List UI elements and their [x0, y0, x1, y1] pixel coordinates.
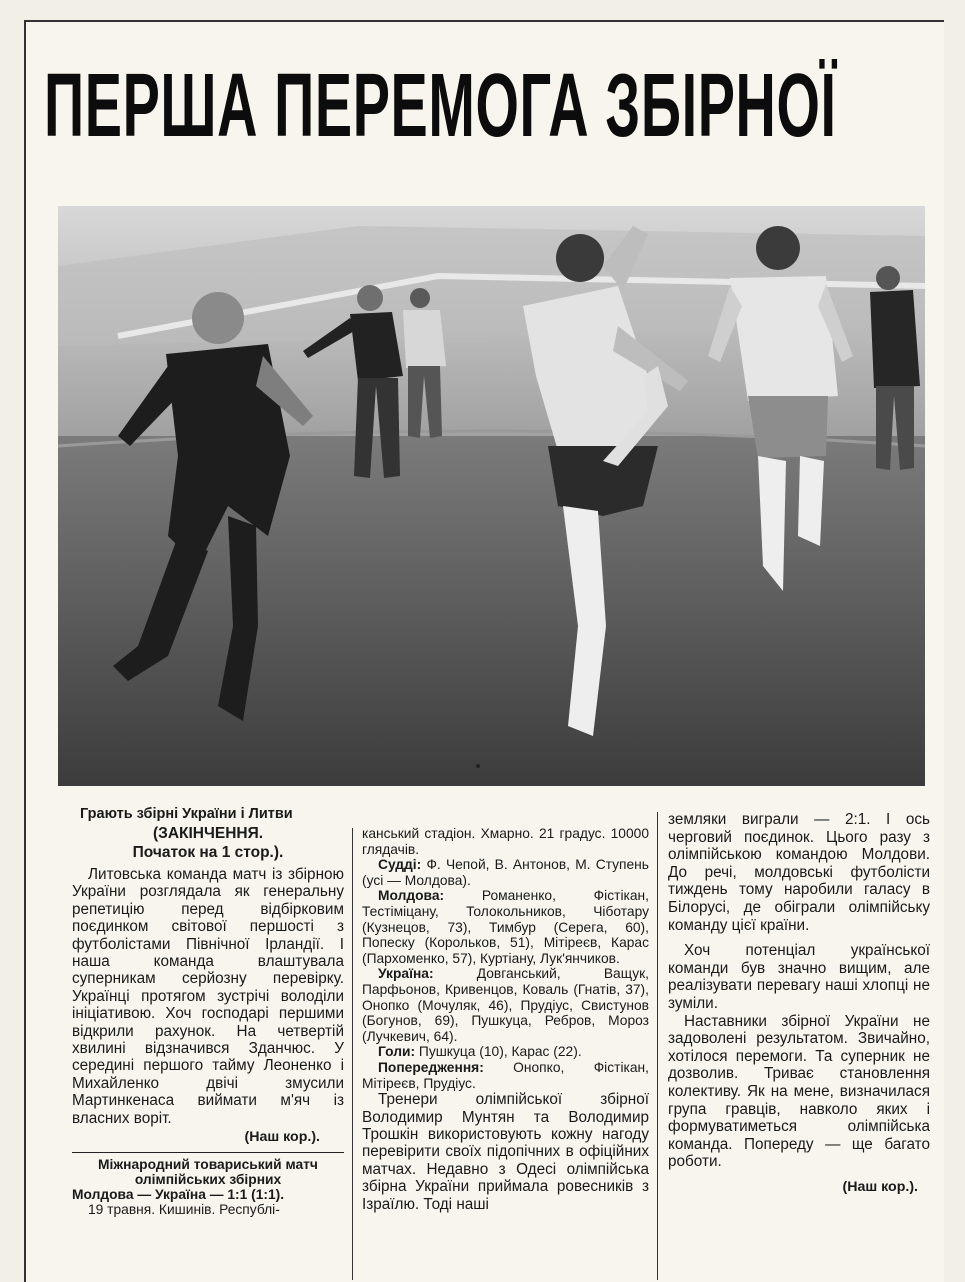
article-paragraph: Тренери олімпійської збірної Володимир Мунтян та Володимир Трошкін використовують кожну нагоду перевірити своїх підопічних в офіційних матчах. Недавно з Одесі олімпійська збірна України приймала ровесників з Ізраїлю. Тоді наші	[362, 1091, 649, 1213]
continuation-page-note: Початок на 1 стор.).	[132, 844, 284, 861]
author-sign: (Наш кор.).	[244, 1129, 320, 1146]
author-sign: (Наш кор.).	[842, 1178, 918, 1195]
goals-label: Голи:	[378, 1044, 416, 1060]
section-rule	[72, 1152, 344, 1153]
column-2	[362, 826, 649, 1213]
goals-list: Пушкуца (10), Карас (22).	[418, 1044, 582, 1060]
article-paragraph: Литовська команда матч із збірною України розглядала як генеральну репетицію перед відбірковим поєдинком світової першості з футболістами Північної Ірландії. І наша команда влаштувала суперникам серйозну перевірку. Українці протягом зустрічі володіли ініціативою. Хоч господарі першими відкрили рахунок. На четвертій хвилині відзначився Зданчюс. У середині першого тайму Леоненко і Михайленко двічі змусили Мартинкенаса виймати м'яч із власних воріт.	[72, 866, 344, 1127]
ukraine-lineup: Довганський, Ващук, Парфьонов, Кривенцов, Коваль (Гнатів, 37), Онопко (Мочуляк, 46), Прудіус, Свистунов (Богунов, 69), Пушкуца, Ребров, Мороз (Лучкевич, 64).	[362, 966, 649, 1044]
article-paragraph: Наставники збірної України не задоволені результатом. Звичайно, хотілося перемоги. Та суперник не дозволив. Триває становлення колективу. Як на мене, визначилася група гравців, навколо яких і формуватиметься олімпійська команда. Попереду — ще багато роботи.	[668, 1012, 930, 1171]
warnings-label: Попередження:	[378, 1059, 484, 1075]
continuation-note: (ЗАКІНЧЕННЯ.	[152, 825, 264, 842]
football-photo	[58, 206, 925, 786]
judges-list: Ф. Чепой, В. Антонов, М. Ступень (усі — Молдова).	[362, 857, 649, 888]
article-paragraph: Хоч потенціал української команди був значно вищим, але реалізувати перевагу наші хлопці не зуміли.	[668, 942, 930, 1012]
match-venue: канський стадіон. Хмарно. 21 градус. 10000 глядачів.	[362, 826, 649, 857]
column-divider	[352, 828, 353, 1280]
column-3	[668, 811, 930, 1196]
article-paragraph: земляки виграли — 2:1. І ось черговий поєдинок. Цього разу з олімпійською командою Молдови. До речі, молдовські футболісти тиждень тому наробили галасу в Білорусі, де обіграли олімпійську команду цієї країни.	[668, 811, 930, 934]
moldova-label: Молдова:	[378, 888, 445, 904]
match-title: Міжнародний товариський матч олімпійських збірних	[98, 1157, 318, 1188]
match-date: 19 травня. Кишинів. Республі-	[88, 1202, 280, 1218]
ukraine-label: Україна:	[378, 966, 434, 982]
column-1	[72, 824, 344, 1217]
judges-label: Судді:	[378, 857, 422, 873]
match-score: Молдова — Україна — 1:1 (1:1).	[72, 1187, 285, 1203]
photo-caption: Грають збірні України і Литви	[80, 806, 293, 822]
moldova-lineup: Романенко, Фістікан, Тестіміцану, Толокольников, Чіботару (Кузнецов, 73), Тимбур (Серега, 60), Попеску (Корольков, 51), Мітіреєв, Карас (Пархоменко, 57), Куртіану, Лук'янчиков.	[362, 888, 649, 966]
warnings-list: Онопко, Фістікан, Мітіреєв, Прудіус.	[362, 1059, 649, 1091]
column-divider	[657, 812, 658, 1280]
football-photo-image	[58, 206, 925, 786]
headline: ПЕРША ПЕРЕМОГА ЗБІРНОЇ	[44, 56, 837, 156]
